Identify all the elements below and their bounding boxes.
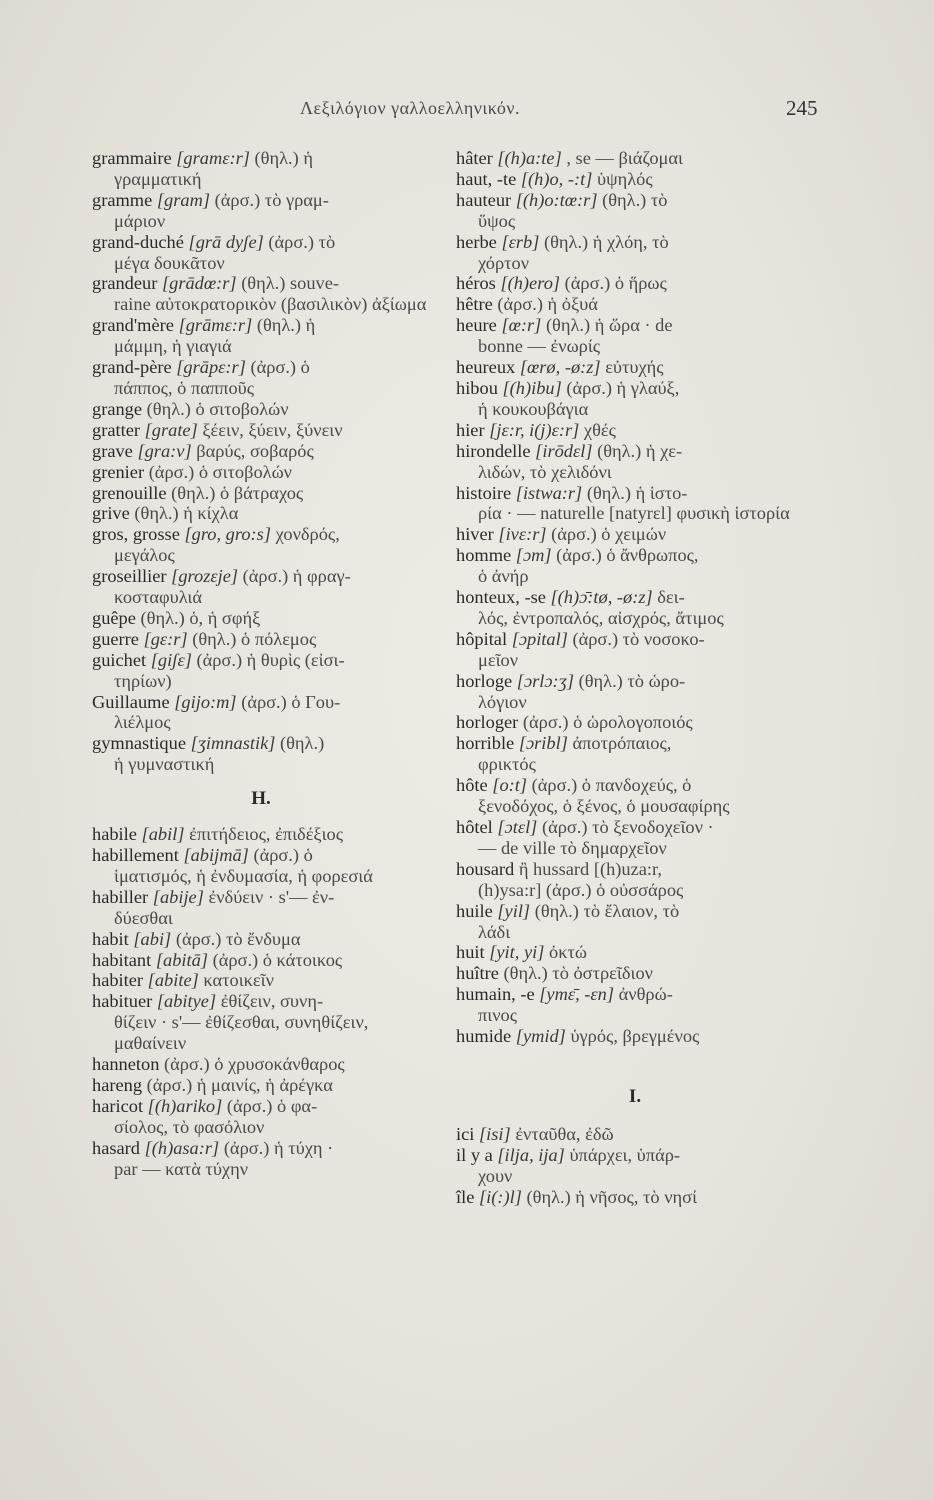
right-column xyxy=(456,148,814,1208)
entry-continuation: — de ville τὸ δημαρχεῖον xyxy=(478,837,667,858)
entry-gloss: (θηλ.) τὸ ὡρο- xyxy=(578,670,686,691)
entry-gloss: ξέειν, ξύειν, ξύνειν xyxy=(202,419,343,440)
entries-h xyxy=(92,824,430,1179)
entry-gloss: (ἀρσ.) ὁ χρυσοκάνθαρος xyxy=(164,1054,345,1075)
entry-headword: housard xyxy=(456,858,515,879)
entry-gloss: (ἀρσ.) τὸ γραμ- xyxy=(214,189,329,210)
entry-gloss: (θηλ.) souve- xyxy=(241,273,340,294)
entry-headword: grenouille xyxy=(92,482,167,503)
entry-headword: huit xyxy=(456,942,485,963)
dictionary-entry xyxy=(456,294,814,315)
entry-gloss: (θηλ.) ὁ πόλεμος xyxy=(192,628,317,649)
entry-headword: hiver xyxy=(456,524,494,545)
section-heading-h: H. xyxy=(251,788,271,810)
dictionary-entry xyxy=(92,483,430,504)
entry-pronunciation: [εrb] xyxy=(501,231,540,252)
entry-headword: grenier xyxy=(92,461,145,482)
entry-gloss: ἐπιτήδειος, ἐπιδέξιος xyxy=(189,824,344,845)
dictionary-entry xyxy=(456,629,814,671)
entry-continuation: ὕψος xyxy=(478,210,516,231)
dictionary-entry xyxy=(456,441,814,483)
entry-headword: habillement xyxy=(92,845,179,865)
entry-continuation: ρία · — naturelle [natyrεl] φυσικὴ ἱστορία xyxy=(478,503,790,524)
entry-gloss: (ἀρσ.) ἡ φραγ- xyxy=(242,566,351,587)
entry-pronunciation: [ymid] xyxy=(515,1026,566,1047)
dictionary-entry xyxy=(456,587,814,629)
entry-pronunciation: [abitā] xyxy=(155,949,208,970)
entry-pronunciation: [œrø, -ø:z] xyxy=(519,357,601,378)
dictionary-entry xyxy=(92,399,430,420)
entry-headword: hôte xyxy=(456,775,488,796)
entry-headword: haut, -te xyxy=(456,168,517,189)
entry-continuation: (h)ysa:r] (ἀρσ.) ὁ οὐσσάρος xyxy=(478,879,684,900)
running-title: Λεξιλόγιον γαλλοελληνικόν. xyxy=(300,98,521,118)
entry-headword: grand'mère xyxy=(92,315,174,336)
entry-gloss: , se — βιάζομαι xyxy=(566,148,683,168)
entry-pronunciation: [gramε:r] xyxy=(176,148,250,168)
entry-headword: grive xyxy=(92,503,130,524)
entry-gloss: δει- xyxy=(657,587,685,608)
entry-headword: homme xyxy=(456,545,512,566)
entry-continuation: φρικτός xyxy=(478,754,536,775)
dictionary-entry xyxy=(456,232,814,274)
dictionary-entry xyxy=(92,845,430,887)
entry-pronunciation: [yil] xyxy=(497,900,531,921)
dictionary-entry xyxy=(456,901,814,943)
entry-gloss: (ἀρσ.) ὁ xyxy=(250,357,310,378)
dictionary-entry xyxy=(456,775,814,817)
entry-gloss: (ἀρσ.) ὁ πανδοχεύς, ὁ xyxy=(531,775,692,796)
dictionary-entry xyxy=(456,378,814,420)
entry-pronunciation: [gro, gro:s] xyxy=(184,524,271,545)
entry-pronunciation: [grozεje] xyxy=(171,566,239,587)
dictionary-entry xyxy=(92,232,430,274)
entry-continuation: bonne — ἐνωρίς xyxy=(478,336,601,357)
entry-pronunciation: [(h)o:tœ:r] xyxy=(515,189,598,210)
entry-headword: gros, grosse xyxy=(92,524,180,545)
entry-pronunciation: [isi] xyxy=(479,1123,511,1144)
entry-gloss: εὐτυχής xyxy=(605,357,664,378)
entries-g xyxy=(92,148,430,775)
entry-headword: guichet xyxy=(92,649,147,670)
entry-pronunciation: [grā dyʃe] xyxy=(188,231,264,252)
page-header xyxy=(0,98,934,128)
dictionary-entry xyxy=(92,357,430,399)
entry-gloss: βαρύς, σοβαρός xyxy=(196,440,314,461)
entry-headword: heureux xyxy=(456,357,516,378)
entries-h-continued xyxy=(456,148,814,1047)
entry-pronunciation: [grate] xyxy=(144,419,198,440)
entry-headword: Guillaume xyxy=(92,691,170,712)
dictionary-entry xyxy=(92,273,430,315)
entry-gloss: ἐνταῦθα, ἐδῶ xyxy=(515,1123,614,1144)
left-column xyxy=(92,148,430,1180)
entry-pronunciation: [ɔm] xyxy=(515,545,552,566)
entry-pronunciation: [grāmε:r] xyxy=(178,315,253,336)
entry-pronunciation: [(h)ariko] xyxy=(147,1095,223,1116)
entry-gloss: (θηλ.) ἡ xyxy=(254,148,313,168)
entry-gloss: (ἀρσ.) ἡ μαινίς, ἡ ἀρέγκα xyxy=(146,1074,333,1095)
entry-continuation: ὁ ἀνήρ xyxy=(478,566,529,587)
entry-headword: humide xyxy=(456,1026,512,1047)
entry-headword: habiter xyxy=(92,970,144,991)
entry-continuation: μεγάλος xyxy=(114,545,175,566)
entry-continuation: χουν xyxy=(478,1165,513,1186)
entry-headword: heure xyxy=(456,315,497,336)
entry-gloss: (ἀρσ.) τὸ xyxy=(268,231,336,252)
entry-gloss: ὀκτώ xyxy=(549,942,587,963)
dictionary-entry xyxy=(456,1124,814,1145)
dictionary-entry xyxy=(456,984,814,1026)
entry-gloss: ἀποτρόπαιος, xyxy=(572,733,672,754)
entry-continuation: par — κατὰ τύχην xyxy=(114,1158,249,1179)
entry-pronunciation: [ɔtεl] xyxy=(497,817,538,837)
entry-pronunciation: [giʃε] xyxy=(150,649,192,670)
entry-headword: horloger xyxy=(456,712,519,733)
entry-headword: honteux, -se xyxy=(456,587,546,608)
entry-headword: horrible xyxy=(456,733,515,754)
dictionary-entry xyxy=(92,1054,430,1075)
entry-pronunciation: [abite] xyxy=(147,970,199,991)
dictionary-entry xyxy=(92,420,430,441)
entry-headword: habitant xyxy=(92,949,152,970)
entry-headword: groseillier xyxy=(92,566,167,587)
entry-pronunciation: [ivε:r] xyxy=(498,524,547,545)
entry-pronunciation: [irōdεl] xyxy=(535,440,593,461)
entry-continuation: χόρτον xyxy=(478,252,530,273)
entry-gloss: ὑψηλός xyxy=(597,168,653,189)
entry-pronunciation: [ɔrlɔ:ʒ] xyxy=(516,670,574,691)
entry-continuation: μάριον xyxy=(114,210,166,231)
entry-pronunciation: [(h)ɔ̄:tø, -ø:z] xyxy=(550,587,653,608)
entry-headword: huître xyxy=(456,963,499,984)
dictionary-entry xyxy=(456,524,814,545)
entry-continuation: ἱματισμός, ἡ ἐνδυμασία, ἡ φορεσιά xyxy=(114,865,373,886)
dictionary-entry xyxy=(92,692,430,734)
dictionary-entry xyxy=(456,1187,814,1208)
section-heading-i: I. xyxy=(628,1085,642,1107)
dictionary-entry xyxy=(456,963,814,984)
entry-continuation: τηρίων) xyxy=(114,670,172,691)
entry-headword: habituer xyxy=(92,991,153,1012)
dictionary-entry xyxy=(92,929,430,950)
entry-gloss: (θηλ.) τὸ ἔλαιον, τὸ xyxy=(534,900,680,921)
entry-gloss: (θηλ.) ἡ ὥρα · de xyxy=(545,315,673,336)
entry-headword: héros xyxy=(456,273,496,294)
entry-gloss: (θηλ.) τὸ ὀστρεῖδιον xyxy=(503,963,653,984)
entry-headword: gramme xyxy=(92,189,153,210)
entry-headword: habit xyxy=(92,928,129,949)
entry-pronunciation: [i(:)l] xyxy=(479,1186,522,1207)
dictionary-entry xyxy=(92,991,430,1054)
entry-gloss: (θηλ.) ἡ xyxy=(256,315,316,336)
entry-pronunciation: [(h)asa:r] xyxy=(144,1137,220,1158)
entry-pronunciation: [(h)ibu] xyxy=(502,377,562,398)
entry-headword: hôpital xyxy=(456,628,508,649)
entry-headword: hâter xyxy=(456,148,493,168)
entry-gloss: (ἀρσ.) ὁ φα- xyxy=(226,1095,318,1116)
dictionary-entry xyxy=(92,190,430,232)
entry-headword: habile xyxy=(92,824,137,845)
entry-headword: grand-père xyxy=(92,357,172,378)
entry-gloss: (ἀρσ.) ἡ γλαύξ, xyxy=(566,377,680,398)
dictionary-entry xyxy=(92,148,430,190)
entry-gloss: χθές xyxy=(583,419,616,440)
entry-headword: herbe xyxy=(456,231,497,252)
entry-pronunciation: [ɔpital] xyxy=(511,628,568,649)
entry-continuation: πινος xyxy=(478,1005,518,1026)
entry-continuation: μεῖον xyxy=(478,649,519,670)
entry-pronunciation: [grāpε:r] xyxy=(176,357,246,378)
dictionary-entry xyxy=(92,950,430,971)
entry-headword: hareng xyxy=(92,1074,143,1095)
entry-headword: île xyxy=(456,1186,475,1207)
entry-pronunciation: [gε:r] xyxy=(143,628,188,649)
dictionary-entry xyxy=(456,817,814,859)
entry-pronunciation: [istwa:r] xyxy=(515,482,583,503)
entry-continuation: δύεσθαι xyxy=(114,907,173,928)
dictionary-entry xyxy=(92,629,430,650)
entry-gloss: (θηλ.) ἡ νῆσος, τὸ νησί xyxy=(526,1186,698,1207)
entry-gloss: (ἀρσ.) ὁ ἥρως xyxy=(564,273,667,294)
entry-headword: humain, -e xyxy=(456,984,535,1005)
entry-gloss: (ἀρσ.) ὁ ὡρολογοποιός xyxy=(522,712,693,733)
entry-gloss: ἢ hussard [(h)uza:r, xyxy=(518,858,663,879)
entry-continuation: λιδών, τὸ χελιδόνι xyxy=(478,461,612,482)
entry-pronunciation: [abijmā] xyxy=(183,845,249,865)
entry-headword: hibou xyxy=(456,377,498,398)
entry-continuation: σίολος, τὸ φασόλιον xyxy=(114,1116,265,1137)
entry-headword: grandeur xyxy=(92,273,158,294)
dictionary-entry xyxy=(92,441,430,462)
dictionary-entry xyxy=(456,190,814,232)
entry-gloss: (θηλ.) ἡ κίχλα xyxy=(134,503,239,524)
dictionary-entry xyxy=(92,1075,430,1096)
page-number: 245 xyxy=(786,96,818,120)
entry-continuation: ξενοδόχος, ὁ ξένος, ὁ μουσαφίρης xyxy=(478,796,730,817)
dictionary-entry xyxy=(92,566,430,608)
entry-headword: il y a xyxy=(456,1144,493,1165)
dictionary-entry xyxy=(92,887,430,929)
entry-pronunciation: [ilja, ija] xyxy=(497,1144,565,1165)
dictionary-entry xyxy=(456,483,814,525)
entry-gloss: (ἀρσ.) τὸ ξενοδοχεῖον · xyxy=(541,817,714,837)
entry-headword: hauteur xyxy=(456,189,512,210)
entry-gloss: (ἀρσ.) ἡ θυρὶς (εἰσι- xyxy=(196,649,345,670)
entry-pronunciation: [yit, yi] xyxy=(489,942,545,963)
entry-gloss: (θηλ.) ἡ ἱστο- xyxy=(586,482,688,503)
entry-gloss: (ἀρσ.) ὁ χειμών xyxy=(551,524,667,545)
entry-gloss: (θηλ.) τὸ xyxy=(602,189,668,210)
entry-gloss: (ἀρσ.) ὁ σιτοβολών xyxy=(148,461,292,482)
dictionary-entry xyxy=(92,524,430,566)
entry-headword: gymnastique xyxy=(92,733,186,754)
entry-pronunciation: [ymε̄, -εn] xyxy=(539,984,615,1005)
entry-headword: habiller xyxy=(92,886,149,907)
dictionary-entry xyxy=(456,315,814,357)
entry-headword: ici xyxy=(456,1123,475,1144)
entry-gloss: ἐνδύειν · s'— ἐν- xyxy=(208,886,335,907)
entry-continuation: θίζειν · s'— ἐθίζεσθαι, συνηθίζειν, μαθαίνειν xyxy=(114,1012,369,1054)
entry-gloss: (ἀρσ.) ὁ κάτοικος xyxy=(212,949,343,970)
entry-headword: huile xyxy=(456,900,493,921)
entry-headword: guerre xyxy=(92,628,139,649)
entry-headword: grand-duché xyxy=(92,231,184,252)
entry-gloss: (ἀρσ.) ὁ xyxy=(253,845,313,865)
entry-gloss: (ἀρσ.) ὁ ἄνθρωπος, xyxy=(556,545,699,566)
entry-gloss: ὑγρός, βρεγμένος xyxy=(570,1026,700,1047)
entry-headword: grave xyxy=(92,440,133,461)
dictionary-entry xyxy=(92,824,430,845)
dictionary-entry xyxy=(456,273,814,294)
dictionary-entry xyxy=(92,503,430,524)
entry-pronunciation: [abi] xyxy=(133,928,172,949)
entry-pronunciation: [ɔribl] xyxy=(518,733,568,754)
entry-pronunciation: [abitye] xyxy=(156,991,217,1012)
dictionary-entry xyxy=(456,357,814,378)
entry-gloss: (ἀρσ.) τὸ νοσοκο- xyxy=(572,628,705,649)
entry-pronunciation: [gijo:m] xyxy=(174,691,237,712)
entry-continuation: λιέλμος xyxy=(114,712,171,733)
dictionary-entry xyxy=(92,1138,430,1180)
dictionary-entry xyxy=(456,1026,814,1047)
dictionary-entry xyxy=(92,970,430,991)
dictionary-entry xyxy=(456,942,814,963)
entry-headword: hôtel xyxy=(456,817,493,837)
dictionary-entry xyxy=(456,420,814,441)
dictionary-entry xyxy=(92,733,430,775)
entry-pronunciation: [jε:r, i(j)ε:r] xyxy=(489,419,580,440)
dictionary-entry xyxy=(456,148,814,169)
entry-pronunciation: [(h)a:te] xyxy=(497,148,562,168)
entry-pronunciation: [(h)o, -:t] xyxy=(520,168,593,189)
entry-gloss: (θηλ.) ὁ βάτραχος xyxy=(171,482,304,503)
dictionary-entry xyxy=(456,169,814,190)
dictionary-entry xyxy=(456,712,814,733)
entry-gloss: (θηλ.) ἡ χλόη, τὸ xyxy=(543,231,669,252)
entry-gloss: (θηλ.) ὁ, ἡ σφήξ xyxy=(140,607,261,628)
entry-pronunciation: [abil] xyxy=(141,824,185,845)
entry-continuation: κοσταφυλιά xyxy=(114,587,202,608)
entry-continuation: λάδι xyxy=(478,921,511,942)
entry-pronunciation: [ʒimnastik] xyxy=(190,733,276,754)
entry-gloss: (ἀρσ.) ἡ ὀξυά xyxy=(497,294,598,315)
entry-headword: gratter xyxy=(92,419,140,440)
entry-headword: hasard xyxy=(92,1137,140,1158)
dictionary-entry xyxy=(92,650,430,692)
entry-continuation: γραμματική xyxy=(114,168,202,189)
entry-continuation: μέγα δουκᾶτον xyxy=(114,252,225,273)
entry-headword: haricot xyxy=(92,1095,144,1116)
dictionary-entry xyxy=(92,1096,430,1138)
entry-pronunciation: [(h)ero] xyxy=(500,273,561,294)
entry-headword: hanneton xyxy=(92,1054,160,1075)
dictionary-entry xyxy=(456,671,814,713)
entry-gloss: (θηλ.) xyxy=(280,733,325,754)
entry-gloss: (θηλ.) ἡ χε- xyxy=(597,440,683,461)
entry-pronunciation: [œ:r] xyxy=(501,315,542,336)
entry-continuation: λόγιον xyxy=(478,691,527,712)
entry-headword: guêpe xyxy=(92,607,136,628)
entry-pronunciation: [gram] xyxy=(156,189,211,210)
entry-continuation: ἡ κουκουβάγια xyxy=(478,398,589,419)
dictionary-entry xyxy=(92,462,430,483)
dictionary-entry xyxy=(456,1145,814,1187)
entry-headword: histoire xyxy=(456,482,512,503)
entry-gloss: (θηλ.) ὁ σιτοβολών xyxy=(146,398,289,419)
entry-gloss: ὑπάρχει, ὑπάρ- xyxy=(569,1144,681,1165)
dictionary-entry xyxy=(92,608,430,629)
dictionary-entry xyxy=(456,859,814,901)
dictionary-entry xyxy=(456,733,814,775)
entry-pronunciation: [abije] xyxy=(152,886,204,907)
entry-gloss: (ἀρσ.) τὸ ἔνδυμα xyxy=(175,928,301,949)
entry-pronunciation: [grādœ:r] xyxy=(161,273,237,294)
entry-pronunciation: [gra:v] xyxy=(137,440,192,461)
entry-continuation: λός, ἐντροπαλός, αἰσχρός, ἄτιμος xyxy=(478,607,724,628)
entry-headword: horloge xyxy=(456,670,513,691)
entry-headword: grammaire xyxy=(92,148,172,168)
entry-continuation: ἡ γυμναστική xyxy=(114,754,215,775)
entry-continuation: μάμμη, ἡ γιαγιά xyxy=(114,336,232,357)
entry-gloss: ἀνθρώ- xyxy=(618,984,673,1005)
entry-continuation: πάππος, ὁ παπποῦς xyxy=(114,377,255,398)
dictionary-entry xyxy=(456,545,814,587)
dictionary-entry xyxy=(92,315,430,357)
entry-pronunciation: [o:t] xyxy=(492,775,528,796)
entry-headword: hirondelle xyxy=(456,440,531,461)
entry-gloss: (ἀρσ.) ὁ Γου- xyxy=(241,691,341,712)
entry-gloss: κατοικεῖν xyxy=(203,970,274,991)
entry-headword: hêtre xyxy=(456,294,493,315)
entry-headword: hier xyxy=(456,419,485,440)
entry-continuation: raine αὐτοκρατορικὸν (βασιλικὸν) ἀξίωμα xyxy=(114,294,427,315)
entry-gloss: ἐθίζειν, συνη- xyxy=(220,991,324,1012)
entries-i xyxy=(456,1124,814,1208)
entry-gloss: (ἀρσ.) ἡ τύχη · xyxy=(223,1137,334,1158)
entry-gloss: χονδρός, xyxy=(275,524,340,545)
entry-headword: grange xyxy=(92,398,143,419)
